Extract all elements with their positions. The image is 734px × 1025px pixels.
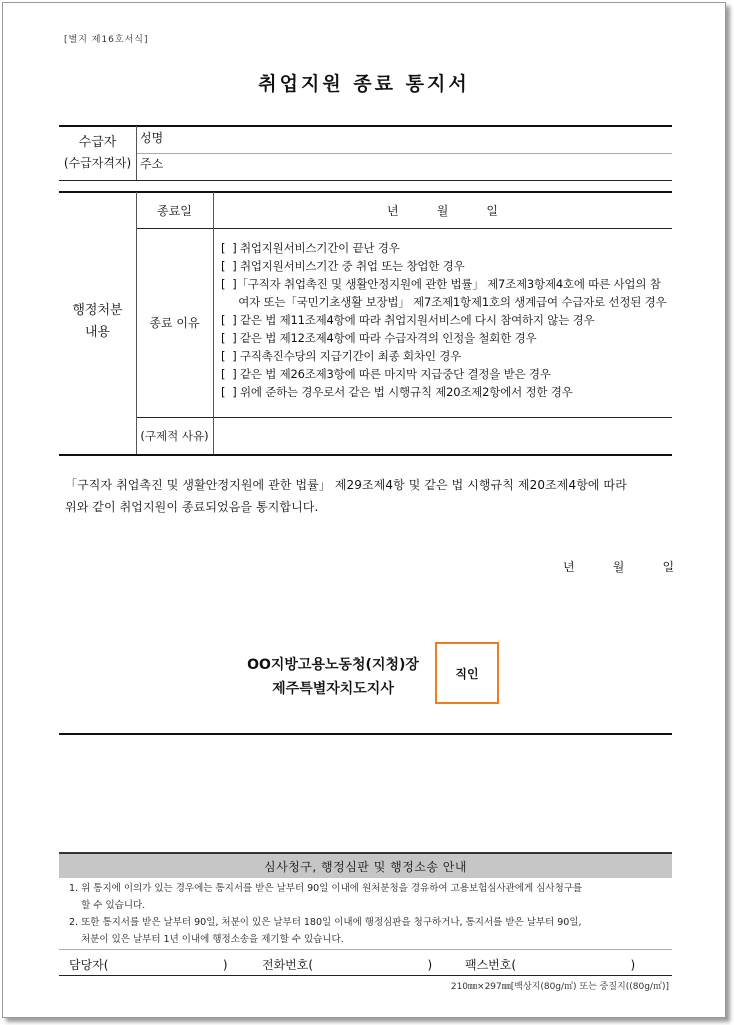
reason-item[interactable]: [ ]「구직자 취업촉진 및 생활안정지원에 관한 법률」 제7조제3항제4호에 따른 사업의 참 xyxy=(221,277,661,291)
reason-item-continued: 여자 또는「국민기초생활 보장법」 제7조제1항제1호의 생계급여 수급자로 선정된 경우 xyxy=(221,295,667,309)
reason-item[interactable]: [ ] 같은 법 제11조제4항에 따라 취업지원서비스에 다시 참여하지 않는 경우 xyxy=(221,313,595,327)
admin-label-line1: 행정처분 xyxy=(72,303,123,318)
name-label: 성명 xyxy=(140,131,164,145)
issuer-name: OO지방고용노동청(지청)장 xyxy=(247,657,419,673)
appeal-notice-item: 1. 위 통지에 이의가 있는 경우에는 통지서를 받은 날부터 90일 이내에 원처분청을 경유하여 고용보험심사관에게 심사청구를 xyxy=(69,883,583,894)
end-date-field[interactable]: 년 월 일 xyxy=(386,204,499,218)
appeal-notice-item: 2. 또한 통지서를 받은 날부터 90일, 처분이 있은 날부터 180일 이내에 행정심판을 청구하거나, 통지서를 받은 날부터 90일, xyxy=(69,917,582,928)
appeal-notice-header: 심사청구, 행정심판 및 행정소송 안내 xyxy=(59,852,672,878)
reason-item[interactable]: [ ] 취업지원서비스기간이 끝난 경우 xyxy=(221,241,400,255)
reason-list xyxy=(221,239,671,401)
end-date-label: 종료일 xyxy=(157,204,192,218)
admin-label xyxy=(59,300,136,344)
reason-label: 종료 이유 xyxy=(149,316,200,330)
admin-top-border xyxy=(59,191,672,193)
notice-body-line1: 「구직자 취업촉진 및 생활안정지원에 관한 법률」 제29조제4항 및 같은 법 시행규칙 제20조제4항에 따라 xyxy=(65,478,627,492)
issue-date: 년 월 일 xyxy=(563,560,675,574)
officer-field[interactable]: 담당자( ) xyxy=(69,958,228,972)
recipient-bottom-border xyxy=(59,180,672,181)
admin-label-line2: 내용 xyxy=(84,325,111,340)
specific-reason-field[interactable] xyxy=(215,419,671,453)
recipient-row-divider xyxy=(136,153,672,154)
footer-top-border xyxy=(59,949,672,950)
phone-field[interactable]: 전화번호( ) xyxy=(262,958,433,972)
appeal-notice-list xyxy=(69,880,582,948)
recipient-label: 수급자 xyxy=(78,135,117,150)
appeal-notice-item: 할 수 있습니다. xyxy=(69,900,146,911)
reason-item[interactable]: [ ] 위에 준하는 경우로서 같은 법 시행규칙 제20조제2항에서 정한 경우 xyxy=(221,385,573,399)
reason-row-divider xyxy=(136,417,672,418)
footer-bottom-border xyxy=(59,975,672,976)
form-title: 취업지원 종료 통지서 xyxy=(258,73,470,95)
end-date-row-divider xyxy=(136,228,672,229)
reason-item[interactable]: [ ] 구직촉진수당의 지급기간이 최종 회차인 경우 xyxy=(221,349,462,363)
admin-column-divider-2 xyxy=(213,192,214,454)
official-seal: 직인 xyxy=(435,642,499,704)
form-page xyxy=(2,2,726,1018)
admin-bottom-border xyxy=(59,454,672,456)
issuer-governor: 제주특별자치도지사 xyxy=(272,681,394,697)
reason-item[interactable]: [ ] 같은 법 제12조제4항에 따라 수급자격의 인정을 철회한 경우 xyxy=(221,331,537,345)
reason-item[interactable]: [ ] 같은 법 제26조제3항에 따른 마지막 지급중단 결정을 받은 경우 xyxy=(221,367,551,381)
notice-body-line2: 위와 같이 취업지원이 종료되었음을 통지합니다. xyxy=(65,500,319,514)
form-number: [별지 제16호서식] xyxy=(64,35,149,45)
reason-item[interactable]: [ ] 취업지원서비스기간 중 취업 또는 창업한 경우 xyxy=(221,259,465,273)
recipient-column-divider xyxy=(136,126,137,180)
address-label: 주소 xyxy=(140,157,164,171)
fax-field[interactable]: 팩스번호( ) xyxy=(465,958,636,972)
specific-reason-label: (구제적 사유) xyxy=(140,429,209,443)
appeal-notice-item: 처분이 있은 날부터 1년 이내에 행정소송을 제기할 수 있습니다. xyxy=(69,934,344,945)
recipient-top-border xyxy=(59,125,672,127)
paper-spec: 210㎜×297㎜[백상지(80g/㎡) 또는 중질지((80g/㎡)] xyxy=(450,982,669,992)
issuer-bottom-border xyxy=(59,733,672,735)
recipient-sublabel: (수급자격자) xyxy=(63,156,132,170)
